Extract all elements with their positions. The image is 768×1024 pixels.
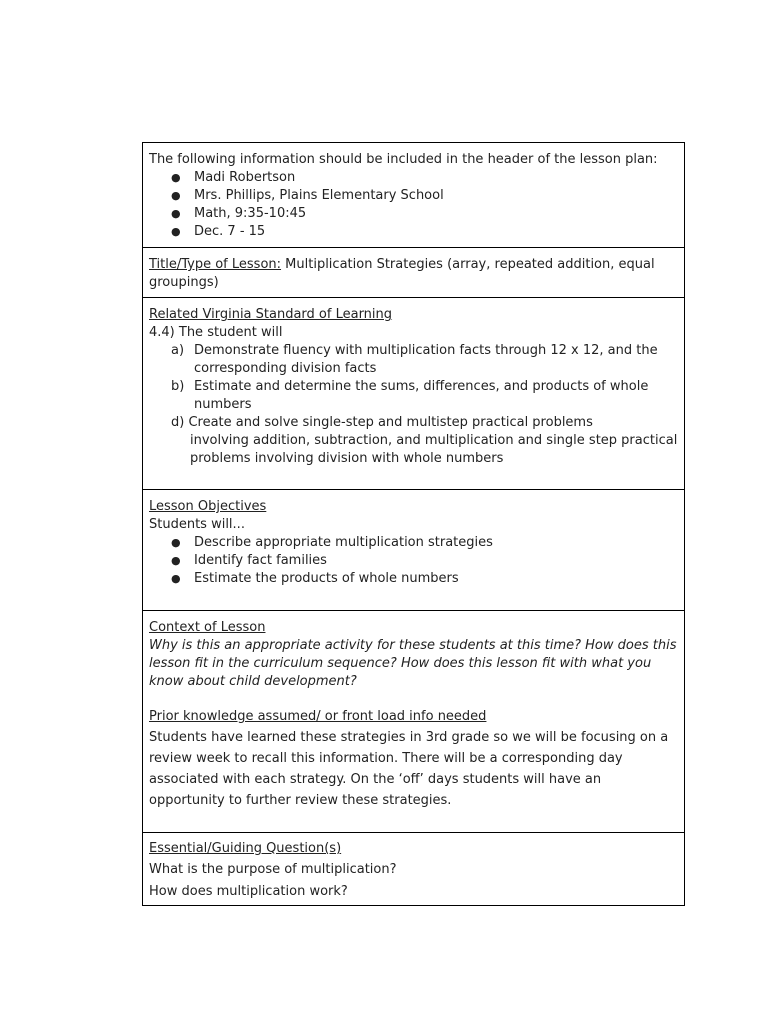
list-item: ● Estimate the products of whole numbers [171, 571, 459, 586]
prior-knowledge-text: Students have learned these strategies in 3rd grade so we will be focusing on a review week to recall this information. There will be a corresponding day associated with each strategy. On the ‘off’ days students will have an opportunity to further review these strategies. [149, 730, 669, 808]
context-question: Why is this an appropriate activity for these students at this time? How does this lesson fit in the curriculum sequence? How does this lesson fit with what you know about child development? [149, 638, 677, 689]
bullet-icon: ● [171, 207, 181, 220]
header-list [149, 169, 678, 241]
objectives-intro: Students will... [149, 517, 245, 532]
list-item: ● Math, 9:35-10:45 [171, 206, 307, 221]
bullet-icon: ● [171, 554, 181, 567]
list-item: ● Dec. 7 - 15 [171, 224, 266, 239]
lesson-title [149, 256, 678, 292]
lesson-title-row [143, 247, 684, 297]
essential-question-row [143, 832, 684, 905]
bullet-icon: ● [171, 171, 181, 184]
header-info-row [143, 143, 684, 247]
context-row [143, 610, 684, 832]
list-item: ● Madi Robertson [171, 170, 296, 185]
essential-question-1: What is the purpose of multiplication? [149, 862, 397, 877]
list-item: ● Mrs. Phillips, Plains Elementary School [171, 188, 444, 203]
title-value: Multiplication Strategies (array, repeated addition, equal groupings) [149, 257, 655, 290]
essential-question-2: How does multiplication work? [149, 884, 348, 899]
bullet-icon: ● [171, 536, 181, 549]
list-item: ● Identify fact families [171, 553, 327, 568]
sol-item-b: b) Estimate and determine the sums, differences, and products of whole numbers [171, 379, 649, 412]
objectives-heading: Lesson Objectives [149, 499, 267, 514]
essential-heading: Essential/Guiding Question(s) [149, 841, 342, 856]
prior-knowledge-heading: Prior knowledge assumed/ or front load info needed [149, 709, 487, 724]
sol-item-a: a) Demonstrate fluency with multiplication facts through 12 x 12, and the corresponding division facts [171, 343, 658, 376]
list-item: ● Describe appropriate multiplication strategies [171, 535, 493, 550]
objectives-list [149, 534, 678, 588]
bullet-icon: ● [171, 225, 181, 238]
title-label: Title/Type of Lesson: [149, 257, 282, 272]
sol-row [143, 297, 684, 489]
bullet-icon: ● [171, 572, 181, 585]
context-heading: Context of Lesson [149, 620, 266, 635]
lesson-plan-table [142, 142, 685, 906]
sol-item-d: d) Create and solve single-step and multistep practical problems involving addition, subtraction, and multiplication and single step practical problems involving division with whole numbers [171, 415, 678, 466]
objectives-row [143, 489, 684, 610]
bullet-icon: ● [171, 189, 181, 202]
header-intro: The following information should be included in the header of the lesson plan: [149, 152, 658, 167]
sol-intro: 4.4) The student will [149, 325, 283, 340]
sol-heading: Related Virginia Standard of Learning [149, 307, 393, 322]
